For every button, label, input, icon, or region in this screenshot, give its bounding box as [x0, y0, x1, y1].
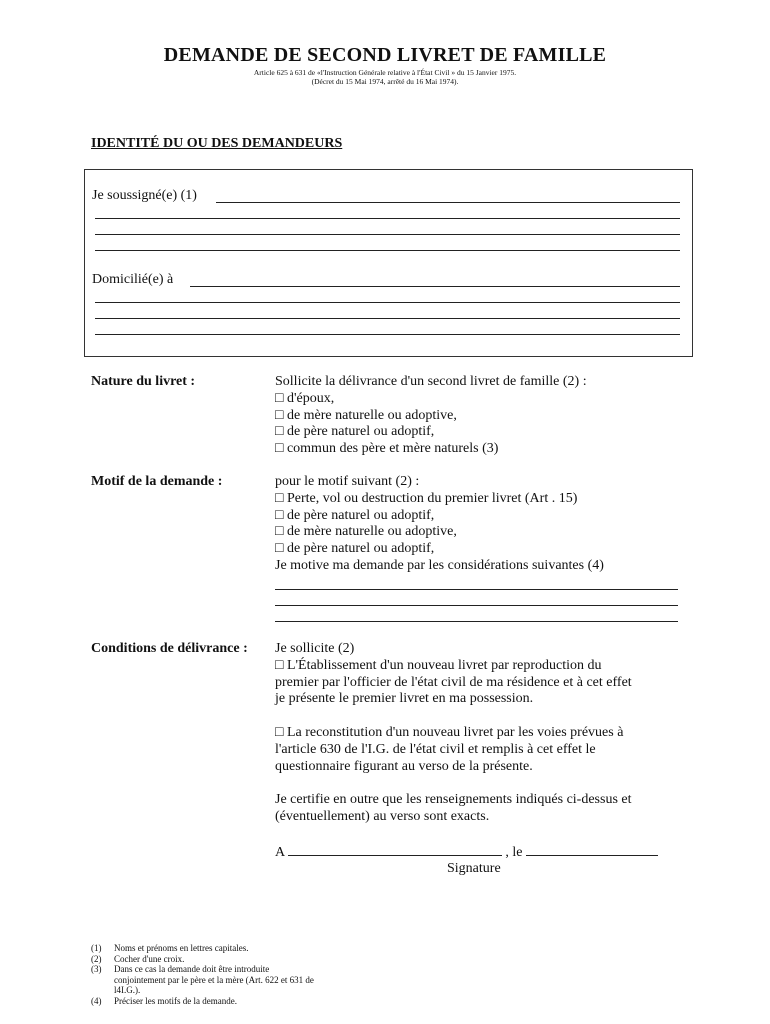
- domicile-label: Domicilié(e) à: [92, 272, 174, 287]
- option1-line-2: premier par l'officier de l'état civil de ma résidence et à cet effet: [275, 674, 632, 690]
- nature-option-mere[interactable]: □ de mère naturelle ou adoptive,: [275, 407, 457, 423]
- place-prefix: A: [275, 844, 285, 860]
- option1-line-1: □ L'Établissement d'un nouveau livret par reproduction du: [275, 657, 602, 673]
- motif-option-mere[interactable]: □ de mère naturelle ou adoptive,: [275, 524, 457, 540]
- page-title: DEMANDE DE SECOND LIVRET DE FAMILLE: [163, 44, 607, 66]
- soussigne-field-line-2[interactable]: [95, 218, 680, 219]
- subtitle-decree: (Décret du 15 Mai 1974, arrêté du 16 Mai 1974).: [311, 77, 459, 86]
- certify-line-2: (éventuellement) au verso sont exacts.: [275, 808, 490, 824]
- footnote: [91, 954, 314, 965]
- motif-considerations-label: Je motive ma demande par les considérations suivantes (4): [275, 557, 604, 573]
- option2-line-1: □ La reconstitution d'un nouveau livret par les voies prévues à: [275, 724, 624, 740]
- motif-block: [275, 474, 604, 575]
- motif-label: Motif de la demande :: [91, 474, 223, 489]
- conditions-option-reconstitution[interactable]: [275, 725, 658, 775]
- nature-option-epoux[interactable]: □ d'époux,: [275, 390, 335, 406]
- signature-label: Signature: [447, 861, 501, 876]
- option2-line-2: l'article 630 de l'I.G. de l'état civil et remplis à cet effet le: [275, 741, 596, 757]
- identity-section-title: IDENTITÉ DU OU DES DEMANDEURS: [91, 136, 343, 151]
- motif-field-line-3[interactable]: [275, 621, 678, 622]
- soussigne-field-line-3[interactable]: [95, 234, 680, 235]
- motif-option-pere-2[interactable]: □ de père naturel ou adoptif,: [275, 541, 435, 557]
- footnote-number: (1): [91, 943, 102, 953]
- conditions-block: [275, 641, 658, 861]
- motif-field-line-2[interactable]: [275, 605, 678, 606]
- motif-option-pere-1[interactable]: □ de père naturel ou adoptif,: [275, 507, 435, 523]
- motif-intro: pour le motif suivant (2) :: [275, 474, 420, 489]
- place-field[interactable]: [288, 843, 502, 856]
- footnote: [91, 943, 314, 954]
- domicile-field-line-2[interactable]: [95, 302, 680, 303]
- footnote-number: (2): [91, 953, 102, 964]
- certify-line-1: Je certifie en outre que les renseignements indiqués ci-dessus et: [275, 792, 632, 808]
- footnote-text: Noms et prénoms en lettres capitales.: [114, 943, 249, 953]
- footnote-text: Dans ce cas la demande doit être introduite conjointement par le père et la mère (Art. 622 et 631 de l4I.G.).: [114, 964, 314, 996]
- nature-option-commun[interactable]: □ commun des père et mère naturels (3): [275, 441, 499, 457]
- conditions-label: Conditions de délivrance :: [91, 641, 248, 656]
- conditions-intro: Je sollicite (2): [275, 641, 355, 656]
- nature-option-pere[interactable]: □ de père naturel ou adoptif,: [275, 424, 435, 440]
- place-date-row: [275, 843, 658, 862]
- conditions-option-etablissement[interactable]: [275, 658, 658, 708]
- nature-intro: Sollicite la délivrance d'un second livret de famille (2) :: [275, 374, 587, 389]
- footnote: [91, 964, 314, 996]
- footnote: [91, 996, 314, 1007]
- nature-label: Nature du livret :: [91, 374, 196, 389]
- motif-field-line-1[interactable]: [275, 589, 678, 590]
- footnote-text: Cocher d'une croix.: [114, 953, 185, 964]
- footnote-number: (3): [91, 964, 102, 975]
- identity-box: [84, 169, 693, 357]
- footnote-number: (4): [91, 995, 102, 1006]
- nature-block: [275, 374, 587, 458]
- footnotes: [91, 943, 314, 1007]
- domicile-field-line-3[interactable]: [95, 318, 680, 319]
- motif-option-perte[interactable]: □ Perte, vol ou destruction du premier livret (Art . 15): [275, 490, 578, 506]
- date-field[interactable]: [526, 843, 658, 856]
- footnote-text: Préciser les motifs de la demande.: [114, 995, 237, 1006]
- soussigne-field[interactable]: [216, 202, 680, 203]
- option2-line-3: questionnaire figurant au verso de la présente.: [275, 758, 533, 774]
- subtitle-article: Article 625 à 631 de «l'Instruction Générale relative à l'État Civil » du 15 Janvier 1975.: [253, 68, 517, 77]
- soussigne-label: Je soussigné(e) (1): [92, 188, 197, 203]
- domicile-field[interactable]: [190, 286, 680, 287]
- date-prefix: , le: [505, 844, 523, 860]
- option1-line-3: je présente le premier livret en ma possession.: [275, 691, 534, 707]
- domicile-field-line-4[interactable]: [95, 334, 680, 335]
- soussigne-field-line-4[interactable]: [95, 250, 680, 251]
- certify-statement: [275, 792, 658, 826]
